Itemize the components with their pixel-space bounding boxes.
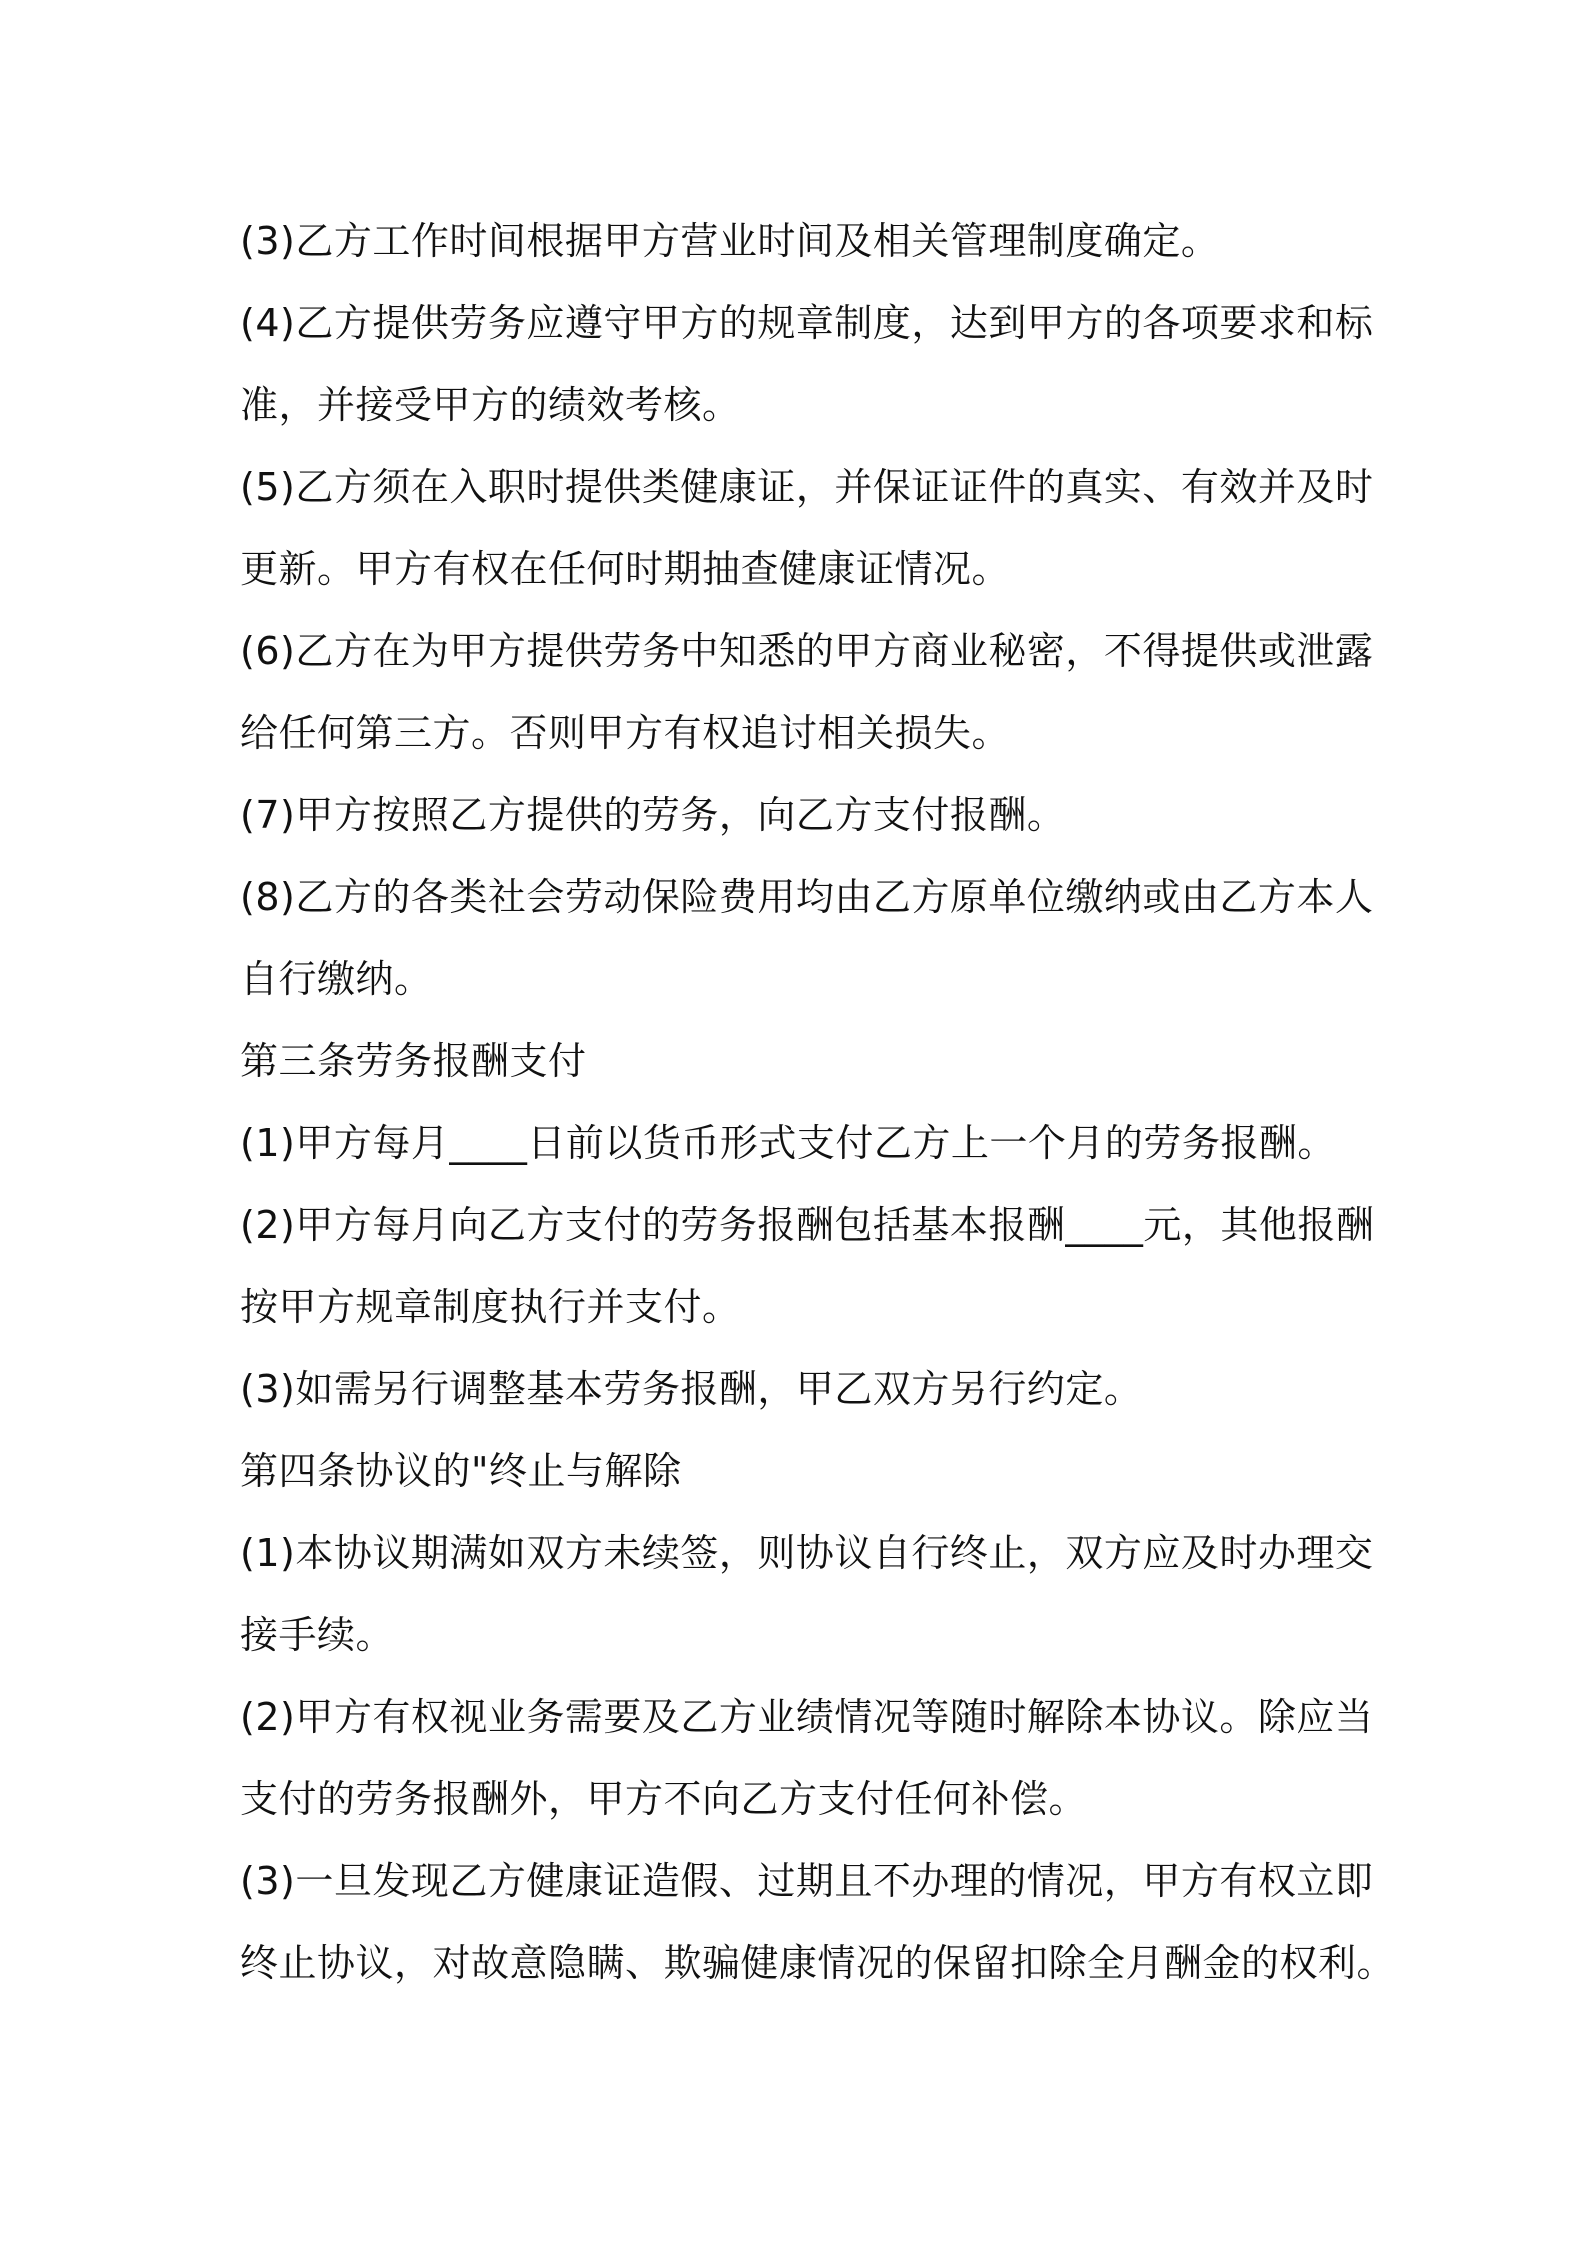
section-3-heading: 第三条劳务报酬支付 <box>240 1039 587 1083</box>
document-body <box>240 200 1396 2004</box>
section-3-item-3: (3)如需另行调整基本劳务报酬，甲乙双方另行约定。 <box>240 1367 1143 1411</box>
section-4-heading: 第四条协议的"终止与解除 <box>240 1449 682 1493</box>
section-4-item-3-line-2: 终止协议，对故意隐瞒、欺骗健康情况的保留扣除全月酬金的权利。 <box>240 1941 1396 1985</box>
clause-5-health-cert-line-2: 更新。甲方有权在任何时期抽查健康证情况。 <box>240 547 1011 591</box>
clause-5-health-cert-line-1: (5)乙方须在入职时提供类健康证，并保证证件的真实、有效并及时 <box>240 465 1374 509</box>
clause-4-rules-line-1: (4)乙方提供劳务应遵守甲方的规章制度，达到甲方的各项要求和标 <box>240 301 1374 345</box>
clause-6-confidentiality-line-1: (6)乙方在为甲方提供劳务中知悉的甲方商业秘密，不得提供或泄露 <box>240 629 1374 673</box>
section-4-item-1-line-2: 接手续。 <box>240 1613 395 1657</box>
section-4-item-3-line-1: (3)一旦发现乙方健康证造假、过期且不办理的情况，甲方有权立即 <box>240 1859 1374 1903</box>
clause-8-insurance-line-2: 自行缴纳。 <box>240 957 433 1001</box>
clause-7-payment: (7)甲方按照乙方提供的劳务，向乙方支付报酬。 <box>240 793 1066 837</box>
section-4-item-1-line-1: (1)本协议期满如双方未续签，则协议自行终止，双方应及时办理交 <box>240 1531 1374 1575</box>
clause-4-rules-line-2: 准，并接受甲方的绩效考核。 <box>240 383 741 427</box>
section-4-item-2-line-2: 支付的劳务报酬外，甲方不向乙方支付任何补偿。 <box>240 1777 1088 1821</box>
section-3-item-2-line-1: (2)甲方每月向乙方支付的劳务报酬包括基本报酬____元，其他报酬 <box>240 1203 1375 1247</box>
clause-3-work-hours: (3)乙方工作时间根据甲方营业时间及相关管理制度确定。 <box>240 219 1220 263</box>
section-4-item-2-line-1: (2)甲方有权视业务需要及乙方业绩情况等随时解除本协议。除应当 <box>240 1695 1374 1739</box>
clause-8-insurance-line-1: (8)乙方的各类社会劳动保险费用均由乙方原单位缴纳或由乙方本人 <box>240 875 1374 919</box>
clause-6-confidentiality-line-2: 给任何第三方。否则甲方有权追讨相关损失。 <box>240 711 1011 755</box>
section-3-item-2-line-2: 按甲方规章制度执行并支付。 <box>240 1285 741 1329</box>
section-3-item-1: (1)甲方每月____日前以货币形式支付乙方上一个月的劳务报酬。 <box>240 1121 1336 1165</box>
